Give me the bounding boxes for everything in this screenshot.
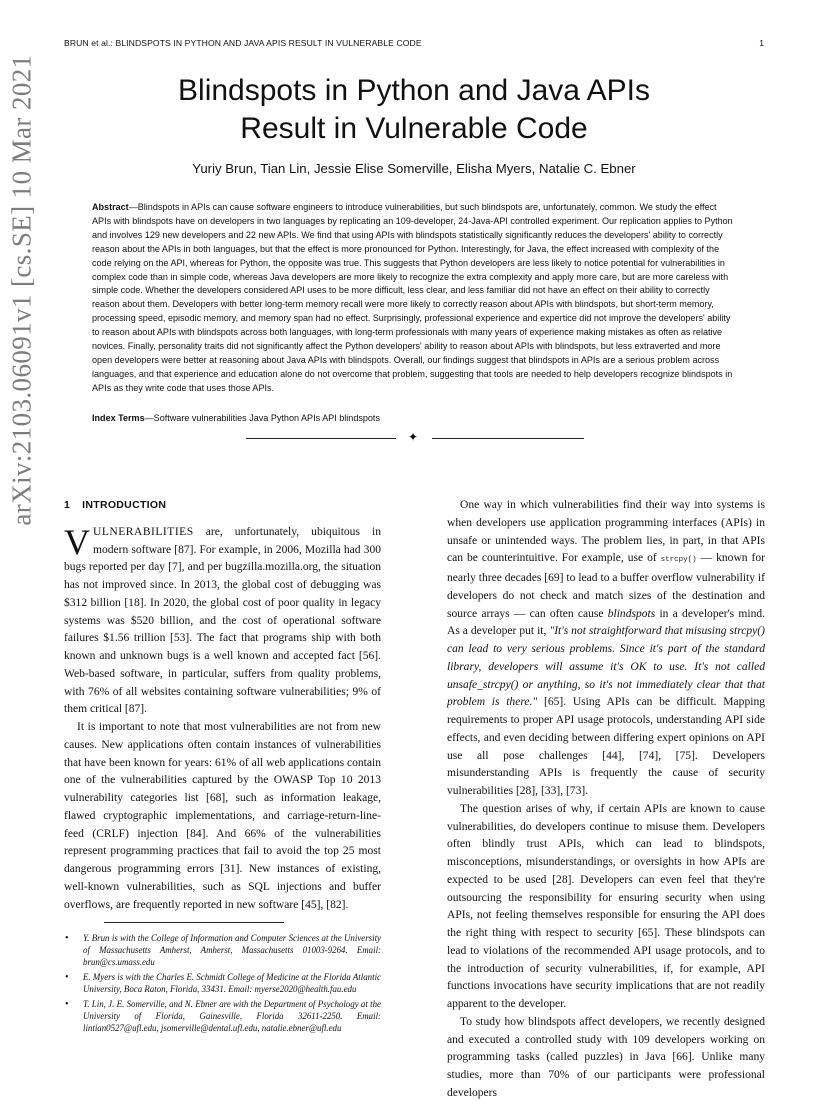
drop-cap: V [64, 521, 90, 562]
abstract [92, 201, 736, 396]
right-paragraph-3: To study how blindspots affect developers, we recently designed and executed a controlled study with 109 developers working on programming tasks (called puzzles) in Java [66]. Unlike many studies, more than 70% of our participants were professional developers [447, 1015, 765, 1099]
emphasis: blindspots [607, 607, 656, 620]
footnotes [64, 933, 381, 1034]
text-run: in a developer's mind. As a developer put it, [447, 607, 766, 638]
footnote-item: • T. Lin, J. E. Somerville, and N. Ebner are with the Department of Psychology at the University of Florida, Gainesville, Florida 32611-2250. Email: lintian0527@ufl.edu, jsomerville@dental.ufl.edu, natalie.ebner@ufl.edu [64, 999, 381, 1035]
right-paragraph-1 [447, 497, 765, 801]
section-heading [64, 497, 381, 515]
paper-title [64, 72, 764, 148]
right-column [447, 497, 765, 1103]
authors: Yuriy Brun, Tian Lin, Jessie Elise Somerville, Elisha Myers, Natalie C. Ebner [192, 161, 636, 176]
left-column [64, 497, 381, 1038]
intro-paragraph-1-text: are, unfortunately, ubiquitous in modern software [87]. For example, in 2006, Mozilla had 300 bugs reported per day [7], and per bugzilla.mozilla.org, the situation has not improved since. In 2013, the global cost of debugging was $312 billion [18]. In 2020, the global cost of poor quality in legacy systems was $520 billion, and the cost of operational software failures $1.56 trillion [53]. The fact that programs ship with both known and unknown bugs is a well known and accepted fact [56]. Web-based software, in particular, suffers from quality problems, with 76% of all websites containing software vulnerabilities; 9% of them critical [87]. [64, 525, 381, 716]
section-title: INTRODUCTION [82, 499, 167, 511]
index-terms [92, 413, 736, 423]
text-run: One way in which vulnerabilities find their way into systems is when developers use application programming interfaces (APIs) in unsafe or unintended ways. The problem lies, in part, in that APIs can be counterintuitive. For example, use of [447, 499, 765, 565]
intro-paragraph-2: It is important to note that most vulnerabilities are not from new causes. New applications often contain instances of vulnerabilities that have been known for years: 61% of all web applications contain one of the vulnerabilities captured by the OWASP Top 10 2013 vulnerability categories list [68], such as information leakage, flawed cryptographic implementations, and carriage-return-line-feed (CRLF) injection [84]. And 66% of the vulnerabilities represent programming practices that fail to avoid the top 25 most dangerous programming errors [31]. New instances of existing, well-known vulnerabilities, such as SQL injections and buffer overflows, are frequently reported in new software [45], [82]. [64, 721, 381, 911]
separator-line-right [432, 438, 584, 439]
abstract-label: Abstract [92, 202, 129, 212]
running-head: BRUN et al.: BLINDSPOTS IN PYTHON AND JAVA APIS RESULT IN VULNERABLE CODE [64, 38, 422, 48]
footnote-item: • E. Myers is with the Charles E. Schmidt College of Medicine at the Florida Atlantic University, Boca Raton, Florida, 33431. Email: myerse2020@health.fau.edu [64, 972, 381, 996]
developer-quote: "It's not straightforward that misusing strcpy() can lead to very serious problems. Since it's part of the standard library, developers will assume it's OK to use. It's not called unsafe_strcpy() or anything, so it's not immediately clear that that problem is there." [447, 625, 765, 709]
text-run: — known for nearly three decades [69] to lead to a buffer overflow vulnerability if developers do not check and match sizes of the destination and source arrays — can often cause [447, 552, 765, 620]
arxiv-stamp: arXiv:2103.06091v1 [cs.SE] 10 Mar 2021 [6, 54, 37, 526]
inline-code: strcpy() [660, 556, 697, 565]
page-number: 1 [759, 38, 764, 48]
title-line-2: Result in Vulnerable Code [240, 112, 588, 145]
footnote-rule [104, 922, 284, 923]
index-terms-label: Index Terms [92, 413, 145, 423]
index-terms-text: —Software vulnerabilities Java Python APIs API blindspots [144, 413, 380, 423]
footnote-item: • Y. Brun is with the College of Information and Computer Sciences at the University of Massachusetts Amherst, Amherst, Massachusetts 01003-9264. Email: brun@cs.umass.edu [64, 933, 381, 969]
separator-diamond-icon: ✦ [408, 430, 419, 444]
separator-line-left [246, 438, 396, 439]
text-run: [65]. Using APIs can be difficult. Mapping requirements to proper API usage protocols, understanding API side effects, and even deciding between differing expert opinions on API use all pose challenges [44], [74], [75]. Developers misunderstanding APIs is frequently the cause of security vulnerabilities [28], [33], [73]. [447, 696, 765, 797]
intro-paragraph-1 [64, 521, 381, 719]
title-line-1: Blindspots in Python and Java APIs [178, 74, 650, 107]
abstract-text: —Blindspots in APIs can cause software engineers to introduce vulnerabilities, but such blindspots are, unfortunately, common. We study the effect APIs with blindspots have on developers in two languages by replicating an 109-developer, 24-Java-API controlled experiment. Our replication applies to Python and involves 129 new developers and 22 new APIs. We find that using APIs with blindspots statistically significantly reduces the developers' ability to correctly reason about the APIs in both languages, but that the effect is more pronounced for Python. Interestingly, for Java, the effect increased with complexity of the code relying on the API, whereas for Python, the opposite was true. This suggests that Python developers are less likely to notice potential for vulnerabilities in complex code than in simple code, whereas Java developers are more likely to recognize the extra complexity and apply more care, but are more careless with simple code. Whether the developers considered API uses to be more difficult, less clear, and less familiar did not have an effect on their ability to correctly reason about them. Developers with better long-term memory recall were more likely to correctly reason about APIs with blindspots, but short-term memory, processing speed, episodic memory, and memory span had no effect. Surprisingly, professional experience and expertice did not improve the developers' ability to reason about APIs with blindspots across both languages, with long-term professionals with many years of experience making mistakes as often as relative novices. Finally, personality traits did not significantly affect the Python developers' ability to reason about APIs with blindspots, but less extraverted and more open developers were better at reasoning about Java APIs with blindspots. Overall, our findings suggest that blindspots in APIs are a serious problem across languages, and that experience and education alone do not overcome that problem, suggesting that tools are needed to help developers recognize blindspots in APIs as they write code that uses those APIs. [92, 202, 733, 393]
section-number: 1 [64, 499, 71, 511]
lead-word: ULNERABILITIES [93, 525, 194, 538]
right-paragraph-2: The question arises of why, if certain APIs are known to cause vulnerabilities, do developers continue to misuse them. Developers often blindly trust APIs, which can lead to blindspots, misconceptions, misunderstandings, or oversights in how APIs are expected to be used [28]. Developers can even feel that they're outsourcing the responsibility for ensuring security when using APIs, not feeling themselves responsible for ensuring the API does the right thing with respect to security [65]. These blindspots can lead to violations of the recommended API usage protocols, and to the introduction of security vulnerabilities, if, for example, API functions invocations have security implications that are not readily apparent to the developer. [447, 802, 765, 1010]
